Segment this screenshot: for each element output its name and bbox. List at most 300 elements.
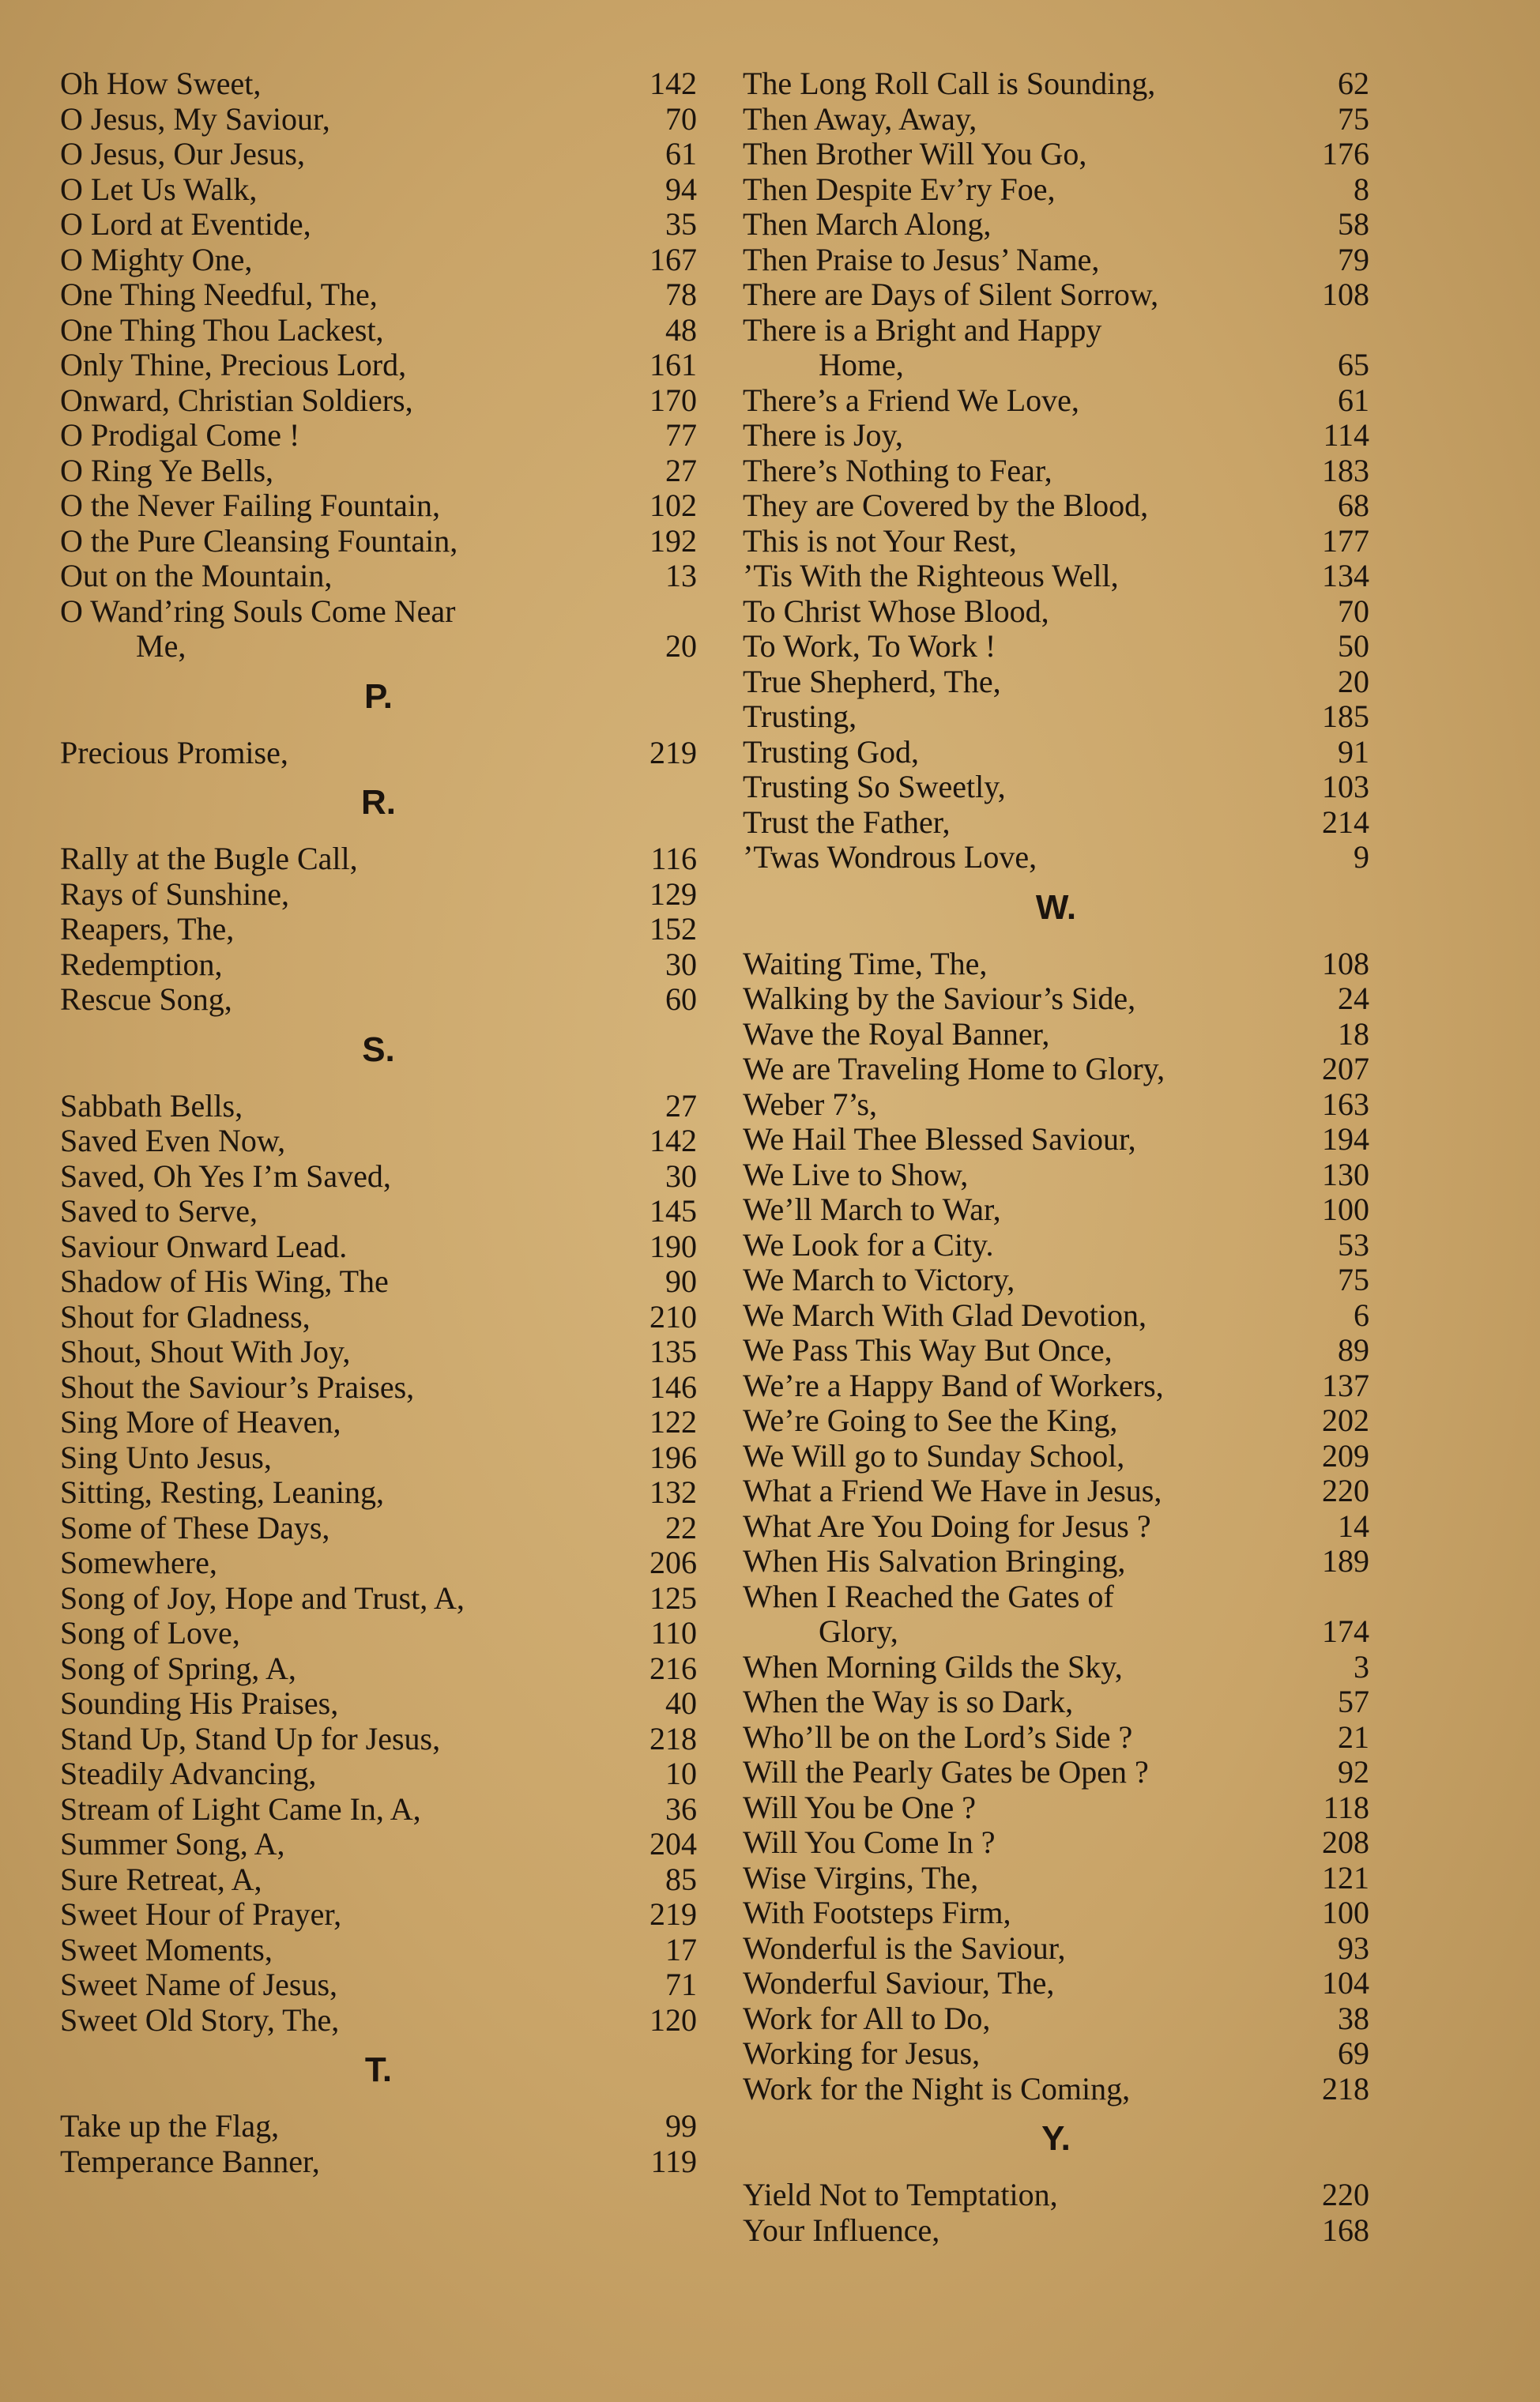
entry-title: Oh How Sweet, [60,66,262,101]
index-entry [60,912,697,947]
entry-page-number: 35 [665,206,697,242]
index-entry [743,770,1369,805]
entry-page-number: 50 [1338,628,1369,664]
entry-title: When the Way is so Dark, [743,1684,1074,1719]
entry-page-number: 104 [1322,1965,1369,2001]
index-entry [743,1579,1369,1650]
entry-title: Then Away, Away, [743,100,977,137]
index-entry [60,172,697,208]
index-entry [743,1122,1369,1158]
entry-title: We’ll March to War, [743,1192,1001,1227]
entry-title: There is a Bright and Happy [743,311,1102,348]
index-entry [60,418,697,454]
index-entry [60,524,697,559]
section-heading-y: Y. [1041,2119,1071,2158]
entry-title: Yield Not to Temptation, [743,2177,1058,2212]
entry-page-number: 190 [650,1228,697,1264]
index-entry [743,735,1369,770]
entry-page-number: 220 [1322,1473,1369,1508]
entry-page-number: 70 [665,100,697,137]
entry-page-number: 122 [650,1404,697,1440]
entry-page-number: 208 [1322,1824,1369,1860]
entry-title: What Are You Doing for Jesus ? [743,1508,1151,1544]
s-section [60,1089,697,2039]
entry-title: Rally at the Bugle Call, [60,841,358,876]
entry-title: Trust the Father, [743,804,951,840]
index-entry [60,594,697,665]
index-entry [743,1544,1369,1579]
entry-page-number: 170 [650,382,697,418]
entry-page-number: 94 [665,171,697,207]
entry-title: Will the Pearly Gates be Open ? [743,1754,1149,1790]
entry-page-number: 48 [665,311,697,348]
index-entry [743,699,1369,735]
entry-title: The Long Roll Call is Sounding, [743,66,1156,101]
entry-page-number: 135 [650,1334,697,1369]
entry-title: Only Thine, Precious Lord, [60,347,407,382]
index-entry [743,1825,1369,1861]
entry-page-number: 219 [650,1896,697,1932]
entry-title: We are Traveling Home to Glory, [743,1051,1165,1086]
entry-page-number: 93 [1338,1930,1369,1966]
entry-title: Sabbath Bells, [60,1087,243,1124]
entry-title: Shadow of His Wing, The [60,1263,389,1299]
entry-title: We Live to Show, [743,1156,969,1192]
entry-page-number: 196 [650,1439,697,1475]
index-entry [743,1790,1369,1826]
entry-page-number: 61 [1338,382,1369,418]
entry-title-continued: Me, [136,628,186,664]
entry-title: Work for the Night is Coming, [743,2070,1131,2106]
index-entry [743,1509,1369,1545]
index-entry [60,277,697,313]
entry-page-number: 99 [665,2108,697,2144]
entry-title: Then Brother Will You Go, [743,136,1087,171]
entry-title: Then March Along, [743,206,992,242]
entry-title: ’Tis With the Righteous Well, [743,558,1119,593]
index-entry [60,1300,697,1335]
entry-title: Sweet Moments, [60,1931,273,1967]
entry-page-number: 209 [1322,1437,1369,1474]
entry-title: We Hail Thee Blessed Saviour, [743,1121,1136,1157]
entry-page-number: 161 [650,347,697,382]
entry-title: Shout the Saviour’s Praises, [60,1369,415,1405]
entry-title: One Thing Thou Lackest, [60,311,384,348]
entry-title: There is Joy, [743,417,903,453]
index-entry [60,1335,697,1370]
index-entry [60,454,697,489]
entry-title: Weber 7’s, [743,1086,878,1122]
entry-page-number: 14 [1338,1508,1369,1544]
entry-page-number: 68 [1338,488,1369,523]
entry-title: Shout for Gladness, [60,1298,311,1335]
index-entry [743,1685,1369,1720]
entry-page-number: 17 [665,1931,697,1967]
entry-title: They are Covered by the Blood, [743,488,1149,523]
index-entry [60,1545,697,1581]
index-entry [60,1756,697,1792]
entry-title: With Footsteps Firm, [743,1895,1011,1930]
entry-title: Trusting, [743,698,857,734]
entry-page-number: 134 [1322,558,1369,593]
entry-title: We’re Going to See the King, [743,1402,1118,1438]
entry-title: We’re a Happy Band of Workers, [743,1367,1164,1403]
index-entry [60,102,697,137]
index-entry [60,1159,697,1195]
entry-title: Somewhere, [60,1545,217,1580]
entry-page-number: 21 [1338,1719,1369,1755]
entry-title: Will You Come In ? [743,1824,996,1860]
entry-page-number: 202 [1322,1402,1369,1438]
entry-title: Stand Up, Stand Up for Jesus, [60,1720,441,1756]
entry-title: One Thing Needful, The, [60,277,378,312]
entry-title: ’Twas Wondrous Love, [743,839,1037,875]
entry-title: Sitting, Resting, Leaning, [60,1474,384,1510]
entry-page-number: 91 [1338,733,1369,770]
entry-title: Then Praise to Jesus’ Name, [743,241,1100,277]
index-entry [743,1369,1369,1404]
index-entry [60,1124,697,1159]
entry-title: Wonderful is the Saviour, [743,1930,1066,1966]
entry-page-number: 145 [650,1193,697,1229]
entry-page-number: 92 [1338,1754,1369,1790]
w-section-b [743,1650,1369,2107]
index-entry [743,1052,1369,1087]
entry-page-number: 146 [650,1369,697,1405]
t-continued-section-a [743,66,1369,313]
entry-title: O Jesus, My Saviour, [60,100,330,137]
index-entry [60,1475,697,1511]
index-entry [60,1933,697,1968]
index-entry [743,2213,1369,2249]
entry-page-number: 207 [1322,1051,1369,1086]
entry-page-number: 79 [1338,241,1369,277]
t-continued-section-b [743,383,1369,875]
section-heading-s: S. [362,1030,395,1069]
entry-title: When I Reached the Gates of [743,1578,1114,1614]
index-entry [743,1474,1369,1509]
entry-page-number: 75 [1338,1262,1369,1297]
entry-page-number: 9 [1354,839,1369,875]
index-entry [60,207,697,243]
entry-page-number: 118 [1323,1789,1369,1825]
p-section [60,736,697,771]
entry-title: This is not Your Rest, [743,522,1017,559]
y-section [743,2178,1369,2248]
entry-title: Wise Virgins, The, [743,1859,979,1896]
entry-page-number: 27 [665,1087,697,1124]
entry-page-number: 69 [1338,2035,1369,2071]
entry-page-number: 167 [650,241,697,277]
entry-page-number: 85 [665,1861,697,1897]
entry-page-number: 194 [1322,1121,1369,1157]
entry-page-number: 3 [1354,1648,1369,1685]
index-entry [60,313,697,348]
index-entry [60,2144,697,2180]
index-entry [60,1370,697,1406]
entry-page-number: 108 [1322,945,1369,981]
entry-title: Redemption, [60,946,223,982]
index-entry [743,1298,1369,1334]
entry-page-number: 163 [1322,1086,1369,1122]
entry-page-number: 210 [650,1298,697,1335]
index-entry [743,1228,1369,1263]
entry-title: Rescue Song, [60,981,232,1017]
entry-page-number: 119 [650,2143,697,2179]
index-entry [743,1333,1369,1369]
index-entry [60,1405,697,1440]
entry-page-number: 176 [1322,136,1369,171]
entry-page-number: 57 [1338,1684,1369,1719]
entry-title: Walking by the Saviour’s Side, [743,981,1136,1016]
entry-page-number: 192 [650,522,697,559]
w-section-a [743,947,1369,1579]
entry-page-number: 183 [1322,452,1369,488]
entry-page-number: 185 [1322,698,1369,734]
entry-title: O Jesus, Our Jesus, [60,136,305,171]
index-entry [60,982,697,1018]
index-entry [60,1440,697,1476]
index-entry [60,137,697,172]
index-entry [743,2001,1369,2037]
entry-page-number: 27 [665,452,697,488]
entry-title: Stream of Light Came In, A, [60,1790,421,1827]
entry-page-number: 78 [665,277,697,312]
entry-title: We Pass This Way But Once, [743,1332,1113,1368]
entry-page-number: 65 [1338,347,1369,382]
entry-title: Sweet Name of Jesus, [60,1967,338,2002]
entry-page-number: 53 [1338,1226,1369,1263]
index-entry [743,559,1369,594]
index-entry [743,594,1369,630]
entry-page-number: 130 [1322,1156,1369,1192]
index-entry [60,841,697,877]
entry-page-number: 174 [1322,1613,1369,1649]
entry-page-number: 189 [1322,1543,1369,1579]
entry-title: We Will go to Sunday School, [743,1437,1125,1474]
index-entry [60,2003,697,2039]
index-entry [60,1511,697,1546]
entry-page-number: 129 [650,875,697,912]
entry-title: Sounding His Praises, [60,1685,339,1721]
index-entry [60,1722,697,1757]
entry-title: Saved Even Now, [60,1123,286,1158]
entry-title: Your Influence, [743,2212,940,2248]
entry-page-number: 220 [1322,2177,1369,2212]
entry-title: O Let Us Walk, [60,171,258,207]
entry-title: Out on the Mountain, [60,558,333,593]
index-entry [743,1896,1369,1931]
entry-page-number: 206 [650,1545,697,1580]
entry-title: We March to Victory, [743,1262,1015,1297]
index-entry [743,805,1369,841]
entry-title: We March With Glad Devotion, [743,1297,1147,1333]
index-entry [60,488,697,524]
entry-page-number: 58 [1338,206,1369,242]
entry-title: Saved to Serve, [60,1193,258,1229]
index-entry [60,1089,697,1124]
index-entry [60,1967,697,2003]
entry-title: Sing Unto Jesus, [60,1439,272,1475]
index-entry [743,1720,1369,1756]
entry-page-number: 152 [650,911,697,947]
entry-page-number: 61 [665,136,697,171]
entry-page-number: 60 [665,981,697,1017]
entry-title: Wonderful Saviour, The, [743,1965,1055,2001]
index-entry [743,840,1369,875]
index-entry [60,1581,697,1617]
index-entry [743,665,1369,700]
entry-page-number: 142 [650,1123,697,1158]
entry-title: Working for Jesus, [743,2035,981,2071]
entry-title: Song of Spring, A, [60,1650,296,1686]
index-entry [60,736,697,771]
entry-page-number: 13 [665,558,697,593]
entry-title: Take up the Flag, [60,2108,280,2144]
entry-page-number: 108 [1322,277,1369,312]
entry-page-number: 75 [1338,100,1369,137]
entry-page-number: 10 [665,1756,697,1791]
index-entry [60,1264,697,1300]
section-heading-r: R. [361,783,396,822]
entry-title: Who’ll be on the Lord’s Side ? [743,1719,1133,1755]
index-entry [743,947,1369,982]
index-entry [60,1792,697,1828]
r-section [60,841,697,1018]
index-entry [743,1931,1369,1967]
section-heading-w: W. [1035,887,1077,927]
entry-title: O the Pure Cleansing Fountain, [60,522,458,559]
entry-page-number: 116 [650,841,697,876]
entry-title: O Lord at Eventide, [60,206,311,242]
index-entry [60,348,697,383]
entry-page-number: 110 [650,1615,697,1651]
entry-title: O Prodigal Come ! [60,417,300,453]
entry-title: Sure Retreat, A, [60,1861,262,1897]
entry-page-number: 36 [665,1790,697,1827]
index-entry [743,1439,1369,1474]
entry-title: True Shepherd, The, [743,663,1001,699]
index-entry [60,1616,697,1651]
entry-page-number: 18 [1338,1015,1369,1052]
entry-page-number: 142 [650,66,697,101]
entry-title: Trusting So Sweetly, [743,769,1006,804]
index-entry [743,1017,1369,1052]
entry-page-number: 62 [1338,66,1369,101]
entry-page-number: 132 [650,1474,697,1510]
entry-title: When His Salvation Bringing, [743,1543,1126,1579]
entry-title: Sweet Old Story, The, [60,2001,340,2038]
entry-page-number: 22 [665,1509,697,1545]
entry-page-number: 20 [665,628,697,664]
index-entry [60,1229,697,1265]
entry-page-number: 216 [650,1650,697,1686]
index-entry [743,1192,1369,1228]
index-entry [60,559,697,594]
entry-title: Sweet Hour of Prayer, [60,1896,342,1932]
index-entry [743,2178,1369,2213]
entry-title: O the Never Failing Fountain, [60,488,441,523]
index-entry [743,629,1369,665]
entry-page-number: 20 [1338,663,1369,699]
entry-page-number: 121 [1322,1859,1369,1896]
entry-page-number: 40 [665,1685,697,1721]
entry-title: Rays of Sunshine, [60,875,289,912]
entry-page-number: 89 [1338,1332,1369,1368]
index-entry [743,1087,1369,1123]
index-entry [743,1650,1369,1685]
entry-page-number: 6 [1354,1297,1369,1333]
entry-title: Waiting Time, The, [743,945,988,981]
index-entry [743,383,1369,419]
entry-title: O Wand’ring Souls Come Near [60,593,456,629]
index-entry [60,1651,697,1687]
index-entry [743,1861,1369,1896]
index-entry [60,1862,697,1898]
entry-page-number: 77 [665,417,697,453]
entry-page-number: 204 [650,1826,697,1862]
left-column [60,66,697,2179]
index-entry [743,1966,1369,2001]
index-entry [743,313,1369,383]
entry-page-number: 177 [1322,522,1369,559]
entry-page-number: 90 [665,1263,697,1299]
entry-title: O Mighty One, [60,241,253,277]
entry-page-number: 120 [650,2001,697,2038]
entry-page-number: 137 [1322,1367,1369,1403]
right-column [743,66,1369,2248]
entry-title-continued: Glory, [819,1613,898,1649]
entry-page-number: 218 [650,1720,697,1756]
index-entry [60,1686,697,1722]
entry-page-number: 218 [1322,2070,1369,2106]
entry-title: Some of These Days, [60,1509,330,1545]
entry-title: Work for All to Do, [743,2000,991,2036]
entry-title: Shout, Shout With Joy, [60,1334,351,1369]
entry-title: Reapers, The, [60,911,235,947]
entry-title: Trusting God, [743,733,920,770]
entry-page-number: 30 [665,1158,697,1194]
entry-title: O Ring Ye Bells, [60,452,274,488]
entry-page-number: 70 [1338,593,1369,629]
entry-page-number: 219 [650,734,697,770]
index-entry [60,243,697,278]
entry-title: What a Friend We Have in Jesus, [743,1473,1162,1508]
index-entry [60,383,697,419]
index-entry [743,1263,1369,1298]
index-entry [743,418,1369,454]
entry-title: Song of Joy, Hope and Trust, A, [60,1579,465,1616]
index-entry [60,1897,697,1933]
entry-title: Saviour Onward Lead. [60,1228,348,1264]
t-section [60,2109,697,2179]
index-entry [743,2036,1369,2072]
index-entry [743,1158,1369,1193]
entry-page-number: 8 [1354,171,1369,207]
index-entry [60,947,697,983]
entry-title: Then Despite Ev’ry Foe, [743,171,1056,207]
index-entry [60,1194,697,1229]
index-entry [743,66,1369,102]
section-heading-t: T. [364,2050,393,2089]
index-entry [60,1827,697,1862]
entry-page-number: 38 [1338,2000,1369,2036]
entry-title: There are Days of Silent Sorrow, [743,277,1159,312]
entry-page-number: 24 [1338,981,1369,1016]
index-entry [743,102,1369,137]
index-entry [743,524,1369,559]
entry-title: Song of Love, [60,1615,240,1651]
